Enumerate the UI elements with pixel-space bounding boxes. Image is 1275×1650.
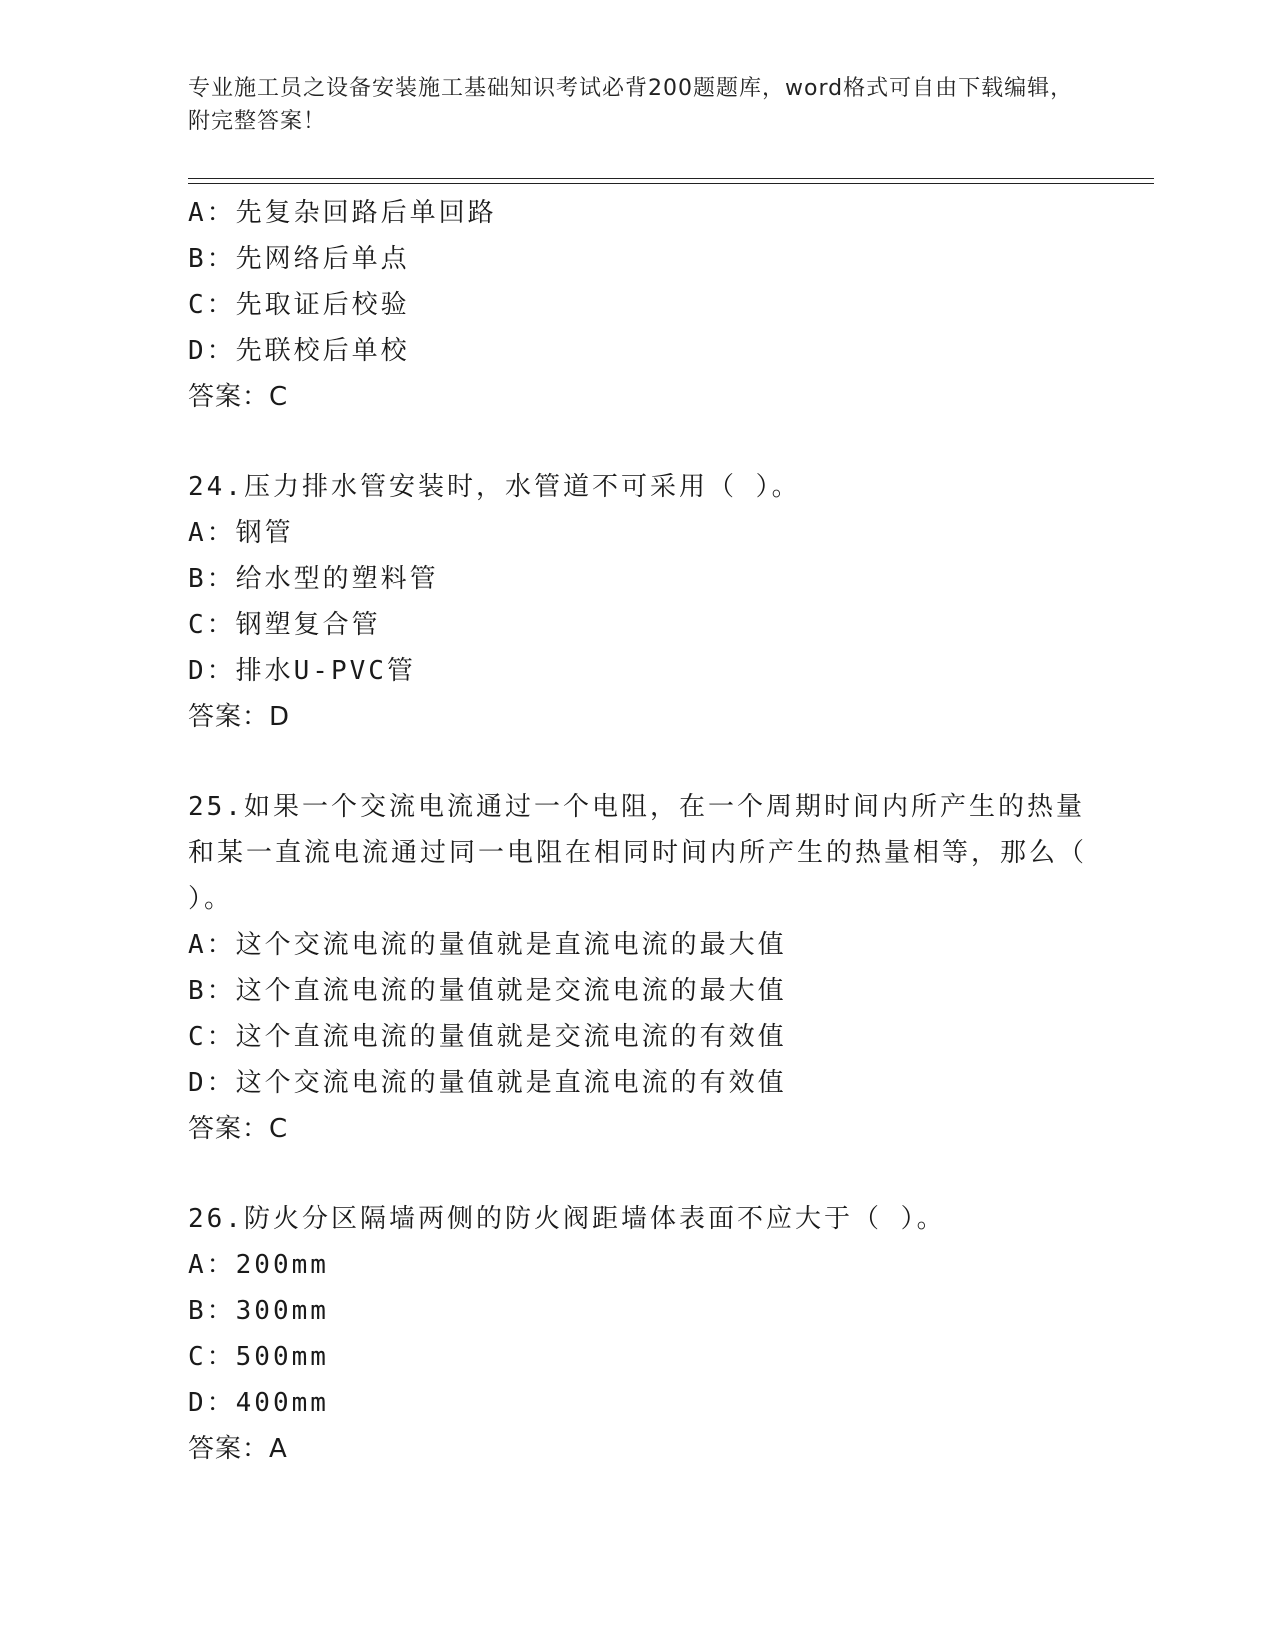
option-d: D：400mm — [188, 1388, 329, 1418]
answer-line: 答案：A — [188, 1434, 288, 1464]
option-b: B：给水型的塑料管 — [188, 564, 439, 594]
option-d: D：排水U-PVC管 — [188, 656, 416, 686]
question-stem: 26.防火分区隔墙两侧的防火阀距墙体表面不应大于（ ）。 — [188, 1204, 946, 1234]
question-block-24 — [188, 464, 1088, 740]
option-c: C：钢塑复合管 — [188, 610, 381, 640]
option-a: A：钢管 — [188, 518, 294, 548]
option-b: B：先网络后单点 — [188, 244, 410, 274]
document-header: 专业施工员之设备安装施工基础知识考试必背200题题库，word格式可自由下载编辑，附完整答案！ — [188, 76, 1074, 134]
option-c: C：500mm — [188, 1342, 329, 1372]
question-stem: 25.如果一个交流电流通过一个电阻，在一个周期时间内所产生的热量和某一直流电流通过同一电阻在相同时间内所产生的热量相等，那么（ ）。 — [188, 792, 1088, 914]
answer-line: 答案：C — [188, 382, 289, 412]
question-block-25 — [188, 784, 1088, 1152]
question-block-26 — [188, 1196, 1088, 1472]
spacer — [188, 1152, 1088, 1196]
option-b: B：300mm — [188, 1296, 329, 1326]
answer-line: 答案：D — [188, 702, 291, 732]
option-b: B：这个直流电流的量值就是交流电流的最大值 — [188, 976, 787, 1006]
spacer — [188, 740, 1088, 784]
option-a: A：这个交流电流的量值就是直流电流的最大值 — [188, 930, 787, 960]
header-rule-bottom — [188, 183, 1154, 184]
option-c: C：先取证后校验 — [188, 290, 410, 320]
option-a: A：先复杂回路后单回路 — [188, 198, 497, 228]
header-rule-top — [188, 178, 1154, 179]
option-c: C：这个直流电流的量值就是交流电流的有效值 — [188, 1022, 787, 1052]
question-list — [188, 190, 1088, 1472]
option-a: A：200mm — [188, 1250, 329, 1280]
question-block-continued — [188, 190, 1088, 420]
spacer — [188, 420, 1088, 464]
answer-line: 答案：C — [188, 1114, 289, 1144]
option-d: D：先联校后单校 — [188, 336, 410, 366]
question-stem: 24.压力排水管安装时，水管道不可采用（ ）。 — [188, 472, 801, 502]
option-d: D：这个交流电流的量值就是直流电流的有效值 — [188, 1068, 787, 1098]
